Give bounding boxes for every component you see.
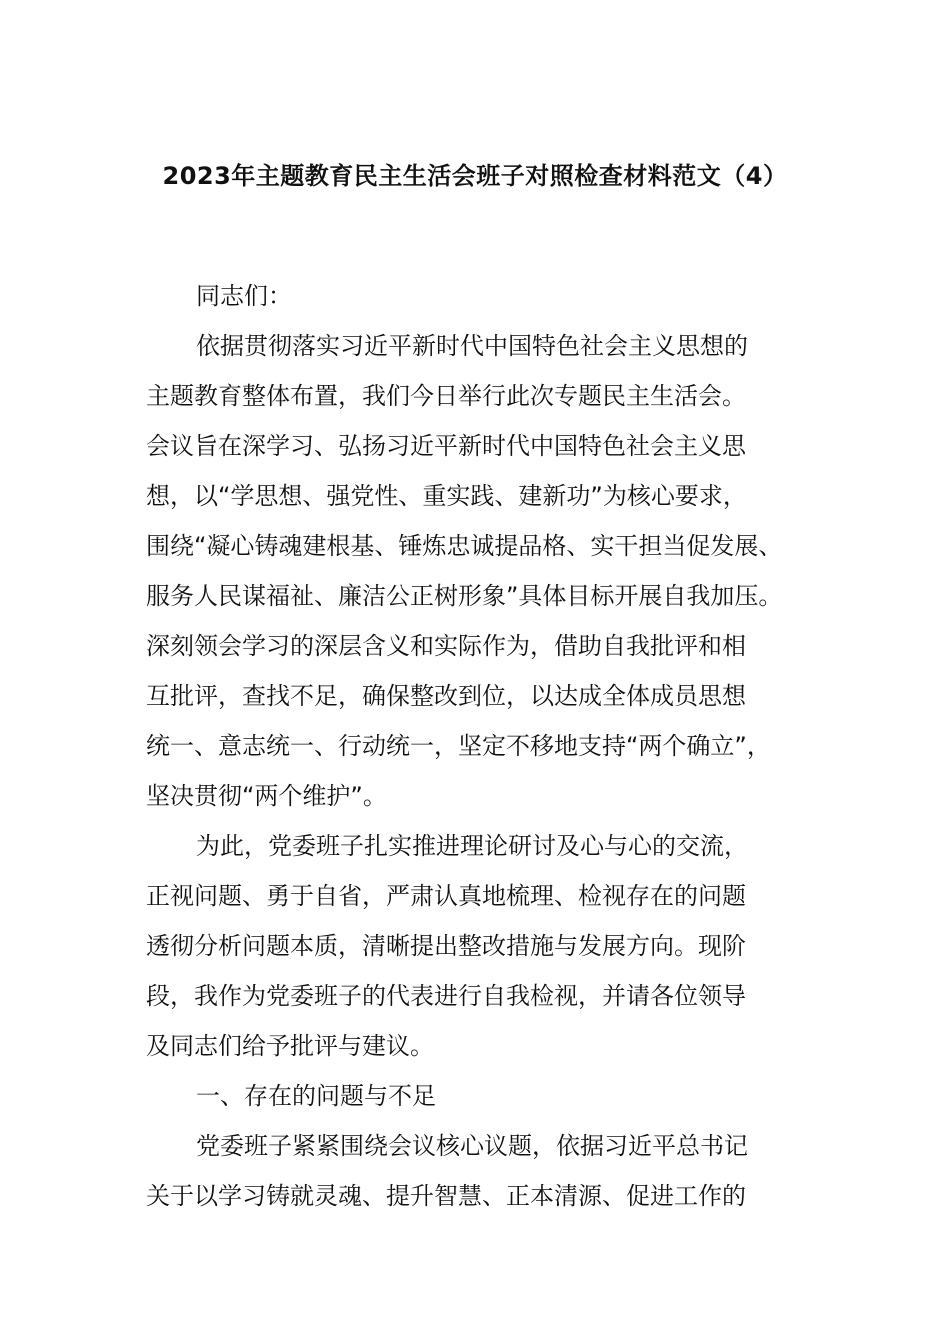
salutation-line: 同志们：	[196, 282, 292, 310]
body-text-line: 关于以学习铸就灵魂、提升智慧、正本清源、促进工作的	[146, 1182, 746, 1210]
body-text-line: 统一、意志统一、行动统一，坚定不移地支持“两个确立”，	[146, 732, 771, 760]
body-text-line: 透彻分析问题本质，清晰提出整改措施与发展方向。现阶	[146, 932, 746, 960]
body-text-line: 段，我作为党委班子的代表进行自我检视，并请各位领导	[146, 982, 746, 1010]
body-text-line: 互批评，查找不足，确保整改到位，以达成全体成员思想	[146, 682, 746, 710]
body-text-line: 坚决贯彻“两个维护”。	[146, 782, 387, 810]
body-text-line: 深刻领会学习的深层含义和实际作为，借助自我批评和相	[146, 632, 746, 660]
body-text-line: 主题教育整体布置，我们今日举行此次专题民主生活会。	[146, 382, 746, 410]
body-text-line: 正视问题、勇于自省，严肃认真地梳理、检视存在的问题	[146, 882, 746, 910]
section-heading: 一、存在的问题与不足	[196, 1082, 436, 1110]
document-title: 2023年主题教育民主生活会班子对照检查材料范文（4）	[162, 162, 788, 190]
body-text-line: 会议旨在深学习、弘扬习近平新时代中国特色社会主义思	[146, 432, 746, 460]
body-text-line: 想，以“学思想、强党性、重实践、建新功”为核心要求，	[146, 482, 747, 510]
body-text-line: 党委班子紧紧围绕会议核心议题，依据习近平总书记	[196, 1132, 748, 1160]
body-text-line: 及同志们给予批评与建议。	[146, 1032, 434, 1060]
body-text-line: 为此，党委班子扎实推进理论研讨及心与心的交流，	[196, 832, 748, 860]
body-text-line: 围绕“凝心铸魂建根基、锤炼忠诚提品格、实干担当促发展、	[146, 532, 783, 560]
body-text-line: 依据贯彻落实习近平新时代中国特色社会主义思想的	[196, 332, 748, 360]
body-text-line: 服务人民谋福祉、廉洁公正树形象”具体目标开展自我加压。	[146, 582, 783, 610]
